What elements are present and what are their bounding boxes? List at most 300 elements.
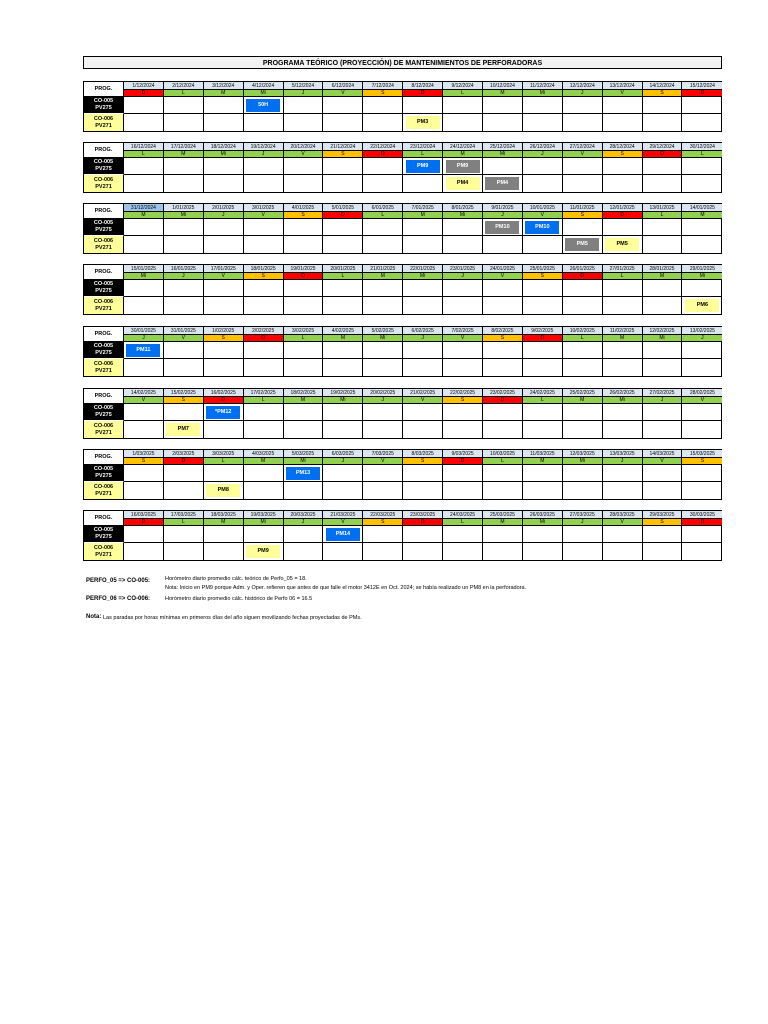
- equipment-model: PV275: [95, 166, 112, 172]
- schedule-cell[interactable]: [603, 482, 643, 499]
- schedule-cells: [124, 482, 722, 499]
- schedule-cell[interactable]: [323, 543, 363, 560]
- schedule-cell[interactable]: [244, 342, 284, 359]
- schedule-cell[interactable]: [523, 359, 563, 376]
- schedule-cell[interactable]: [483, 280, 523, 297]
- schedule-cell[interactable]: [204, 359, 244, 376]
- schedule-cell[interactable]: [284, 526, 324, 543]
- schedule-cell[interactable]: [443, 236, 483, 253]
- schedule-cell[interactable]: [363, 404, 403, 421]
- maintenance-badge[interactable]: PM9: [406, 160, 440, 173]
- schedule-cell[interactable]: [483, 465, 523, 482]
- schedule-cell[interactable]: [204, 482, 244, 499]
- header-columns: [124, 265, 722, 280]
- day-cell: S: [483, 335, 523, 342]
- schedule-cell[interactable]: [643, 114, 683, 131]
- schedule-cell[interactable]: [244, 219, 284, 236]
- schedule-cell[interactable]: [443, 404, 483, 421]
- schedule-cell[interactable]: [164, 158, 204, 175]
- schedule-cell[interactable]: [682, 97, 722, 114]
- maintenance-badge[interactable]: PM10: [485, 221, 519, 234]
- schedule-cell[interactable]: [363, 359, 403, 376]
- schedule-cell[interactable]: [603, 359, 643, 376]
- schedule-cell[interactable]: [284, 114, 324, 131]
- schedule-cell[interactable]: [682, 404, 722, 421]
- schedule-cell[interactable]: [204, 297, 244, 314]
- schedule-cell[interactable]: [323, 482, 363, 499]
- schedule-cell[interactable]: [363, 297, 403, 314]
- schedule-cell[interactable]: [563, 158, 603, 175]
- schedule-cell[interactable]: [443, 342, 483, 359]
- schedule-cell[interactable]: [603, 297, 643, 314]
- schedule-cell[interactable]: [164, 359, 204, 376]
- schedule-cell[interactable]: [204, 421, 244, 438]
- maintenance-badge[interactable]: PM7: [166, 423, 200, 436]
- schedule-cell[interactable]: [483, 158, 523, 175]
- schedule-cell[interactable]: [682, 219, 722, 236]
- schedule-cell[interactable]: [244, 404, 284, 421]
- maintenance-badge[interactable]: PM5: [605, 238, 639, 251]
- schedule-cell[interactable]: [563, 114, 603, 131]
- schedule-cell[interactable]: [124, 297, 164, 314]
- schedule-cell[interactable]: [603, 404, 643, 421]
- schedule-cell[interactable]: [124, 175, 164, 192]
- schedule-cell[interactable]: [124, 342, 164, 359]
- schedule-cell[interactable]: [443, 465, 483, 482]
- date-cell: 2/02/2025: [244, 327, 284, 335]
- schedule-cell[interactable]: [363, 465, 403, 482]
- schedule-cell[interactable]: [403, 114, 443, 131]
- schedule-cell[interactable]: [164, 297, 204, 314]
- schedule-cell[interactable]: [443, 97, 483, 114]
- schedule-cell[interactable]: [284, 482, 324, 499]
- day-row: [124, 90, 722, 97]
- schedule-cell[interactable]: [523, 97, 563, 114]
- schedule-cell[interactable]: [284, 175, 324, 192]
- schedule-cell[interactable]: [323, 421, 363, 438]
- schedule-cell[interactable]: [443, 421, 483, 438]
- date-cell: 8/01/2025: [443, 204, 483, 212]
- schedule-cell[interactable]: [363, 482, 403, 499]
- schedule-cell[interactable]: [323, 359, 363, 376]
- prog-label: PROG.: [84, 327, 124, 342]
- schedule-cell[interactable]: [244, 175, 284, 192]
- schedule-cell[interactable]: [284, 236, 324, 253]
- schedule-cell[interactable]: [124, 114, 164, 131]
- schedule-cell[interactable]: [603, 236, 643, 253]
- schedule-cell[interactable]: [563, 219, 603, 236]
- maintenance-badge[interactable]: PM8: [206, 484, 240, 497]
- schedule-cell[interactable]: [204, 280, 244, 297]
- schedule-cell[interactable]: [323, 297, 363, 314]
- date-row: [124, 511, 722, 519]
- schedule-cell[interactable]: [164, 175, 204, 192]
- schedule-cell[interactable]: [523, 543, 563, 560]
- schedule-cell[interactable]: [603, 543, 643, 560]
- schedule-cell[interactable]: [603, 526, 643, 543]
- schedule-cell[interactable]: [682, 543, 722, 560]
- schedule-cell[interactable]: [523, 421, 563, 438]
- schedule-cell[interactable]: [682, 342, 722, 359]
- schedule-cell[interactable]: [363, 158, 403, 175]
- schedule-cell[interactable]: [443, 158, 483, 175]
- schedule-cell[interactable]: [323, 404, 363, 421]
- schedule-cell[interactable]: [323, 114, 363, 131]
- schedule-cell[interactable]: [483, 175, 523, 192]
- day-cell: S: [523, 273, 563, 280]
- schedule-cell[interactable]: [563, 297, 603, 314]
- schedule-cell[interactable]: [244, 421, 284, 438]
- equipment-model: PV271: [95, 305, 112, 312]
- schedule-cell[interactable]: [563, 97, 603, 114]
- schedule-cell[interactable]: [363, 342, 403, 359]
- schedule-cell[interactable]: [284, 297, 324, 314]
- date-cell: 17/03/2025: [164, 511, 204, 519]
- schedule-cell[interactable]: [124, 219, 164, 236]
- schedule-cell[interactable]: [323, 465, 363, 482]
- schedule-cell[interactable]: [523, 482, 563, 499]
- schedule-cell[interactable]: [643, 280, 683, 297]
- schedule-cell[interactable]: [244, 465, 284, 482]
- date-cell: 7/02/2025: [443, 327, 483, 335]
- equipment-row-co006: [84, 236, 721, 253]
- schedule-cell[interactable]: [523, 526, 563, 543]
- schedule-cell[interactable]: [603, 175, 643, 192]
- schedule-cell[interactable]: [244, 97, 284, 114]
- schedule-cell[interactable]: [603, 280, 643, 297]
- schedule-cell[interactable]: [363, 543, 403, 560]
- schedule-cell[interactable]: [682, 114, 722, 131]
- schedule-cell[interactable]: [403, 158, 443, 175]
- schedule-cell[interactable]: [204, 219, 244, 236]
- schedule-cell[interactable]: [164, 236, 204, 253]
- schedule-cell[interactable]: [643, 421, 683, 438]
- schedule-cell[interactable]: [403, 526, 443, 543]
- schedule-cell[interactable]: [124, 236, 164, 253]
- schedule-cell[interactable]: [323, 342, 363, 359]
- schedule-cell[interactable]: [443, 280, 483, 297]
- maintenance-badge[interactable]: PM14: [326, 528, 360, 541]
- schedule-cell[interactable]: [523, 342, 563, 359]
- schedule-cell[interactable]: [483, 114, 523, 131]
- schedule-cell[interactable]: [244, 543, 284, 560]
- day-cell: D: [124, 519, 164, 526]
- schedule-cell[interactable]: [244, 297, 284, 314]
- schedule-cell[interactable]: [682, 526, 722, 543]
- schedule-cell[interactable]: [363, 97, 403, 114]
- schedule-cell[interactable]: [164, 421, 204, 438]
- schedule-cell[interactable]: [164, 526, 204, 543]
- maintenance-badge[interactable]: PM4: [446, 177, 480, 190]
- schedule-cell[interactable]: [603, 97, 643, 114]
- schedule-cell[interactable]: [403, 482, 443, 499]
- schedule-cell[interactable]: [284, 404, 324, 421]
- schedule-cell[interactable]: [164, 114, 204, 131]
- schedule-cell[interactable]: [563, 175, 603, 192]
- schedule-cell[interactable]: [164, 482, 204, 499]
- schedule-cell[interactable]: [563, 543, 603, 560]
- schedule-cell[interactable]: [164, 342, 204, 359]
- schedule-cell[interactable]: [124, 158, 164, 175]
- schedule-cell[interactable]: [523, 219, 563, 236]
- schedule-cell[interactable]: [284, 158, 324, 175]
- schedule-cell[interactable]: [603, 158, 643, 175]
- day-cell: J: [244, 151, 284, 158]
- schedule-cell[interactable]: [523, 158, 563, 175]
- schedule-cell[interactable]: [682, 421, 722, 438]
- week-header: [84, 327, 721, 342]
- schedule-cell[interactable]: [244, 359, 284, 376]
- schedule-cell[interactable]: [323, 175, 363, 192]
- schedule-cell[interactable]: [363, 421, 403, 438]
- schedule-cell[interactable]: [603, 342, 643, 359]
- schedule-cell[interactable]: [682, 158, 722, 175]
- schedule-cell[interactable]: [483, 482, 523, 499]
- schedule-cell[interactable]: [483, 359, 523, 376]
- schedule-cell[interactable]: [204, 404, 244, 421]
- schedule-cell[interactable]: [682, 280, 722, 297]
- schedule-cell[interactable]: [563, 342, 603, 359]
- schedule-cell[interactable]: [603, 219, 643, 236]
- schedule-cell[interactable]: [284, 219, 324, 236]
- schedule-cell[interactable]: [563, 465, 603, 482]
- schedule-cells: [124, 465, 722, 482]
- schedule-cell[interactable]: [403, 97, 443, 114]
- schedule-cell[interactable]: [403, 175, 443, 192]
- schedule-cell[interactable]: [363, 175, 403, 192]
- schedule-cell[interactable]: [204, 97, 244, 114]
- schedule-cell[interactable]: [483, 297, 523, 314]
- schedule-cell[interactable]: [643, 175, 683, 192]
- schedule-cell[interactable]: [443, 219, 483, 236]
- schedule-cell[interactable]: [403, 359, 443, 376]
- schedule-cell[interactable]: [323, 236, 363, 253]
- date-cell: 7/01/2025: [403, 204, 443, 212]
- date-cell: 13/12/2024: [603, 82, 643, 90]
- schedule-cell[interactable]: [124, 359, 164, 376]
- schedule-cell[interactable]: [124, 280, 164, 297]
- schedule-cell[interactable]: [643, 465, 683, 482]
- schedule-cell[interactable]: [563, 421, 603, 438]
- maintenance-badge[interactable]: PM9: [246, 545, 280, 558]
- schedule-cell[interactable]: [483, 219, 523, 236]
- day-cell: D: [284, 273, 324, 280]
- schedule-cell[interactable]: [682, 297, 722, 314]
- schedule-cell[interactable]: [643, 404, 683, 421]
- schedule-cell[interactable]: [124, 482, 164, 499]
- schedule-cell[interactable]: [124, 97, 164, 114]
- schedule-cell[interactable]: [363, 236, 403, 253]
- schedule-cell[interactable]: [523, 465, 563, 482]
- schedule-cell[interactable]: [363, 219, 403, 236]
- schedule-cell[interactable]: [682, 482, 722, 499]
- day-row: [124, 397, 722, 404]
- schedule-cell[interactable]: [483, 421, 523, 438]
- schedule-cell[interactable]: [643, 526, 683, 543]
- schedule-cell[interactable]: [523, 404, 563, 421]
- schedule-cell[interactable]: [323, 219, 363, 236]
- maintenance-badge[interactable]: PM6: [685, 299, 719, 312]
- schedule-cell[interactable]: [682, 359, 722, 376]
- schedule-cell[interactable]: [204, 158, 244, 175]
- schedule-cell[interactable]: [403, 543, 443, 560]
- schedule-cell[interactable]: [403, 421, 443, 438]
- prog-label: PROG.: [84, 389, 124, 404]
- schedule-cell[interactable]: [643, 236, 683, 253]
- schedule-cell[interactable]: [443, 482, 483, 499]
- schedule-cell[interactable]: [284, 97, 324, 114]
- schedule-cell[interactable]: [204, 175, 244, 192]
- maintenance-badge[interactable]: PM9: [446, 160, 480, 173]
- schedule-cell[interactable]: [443, 114, 483, 131]
- schedule-cell[interactable]: [563, 359, 603, 376]
- schedule-cell[interactable]: [643, 97, 683, 114]
- schedule-cell[interactable]: [403, 342, 443, 359]
- schedule-cell[interactable]: [563, 280, 603, 297]
- equipment-code: CO-006: [93, 360, 114, 367]
- schedule-cell[interactable]: [323, 97, 363, 114]
- schedule-cell[interactable]: [483, 97, 523, 114]
- schedule-cell[interactable]: [682, 175, 722, 192]
- schedule-cell[interactable]: [603, 421, 643, 438]
- week-block: [83, 510, 722, 561]
- schedule-cell[interactable]: [682, 236, 722, 253]
- schedule-cell[interactable]: [284, 543, 324, 560]
- schedule-cell[interactable]: [363, 526, 403, 543]
- schedule-cell[interactable]: [483, 404, 523, 421]
- schedule-cell[interactable]: [204, 543, 244, 560]
- schedule-cell[interactable]: [204, 526, 244, 543]
- schedule-cell[interactable]: [284, 421, 324, 438]
- schedule-cell[interactable]: [124, 421, 164, 438]
- date-row: [124, 265, 722, 273]
- schedule-cell[interactable]: [204, 114, 244, 131]
- date-cell: 22/02/2025: [443, 389, 483, 397]
- schedule-cell[interactable]: [244, 526, 284, 543]
- schedule-cell[interactable]: [603, 114, 643, 131]
- schedule-cell[interactable]: [244, 158, 284, 175]
- schedule-cell[interactable]: [204, 342, 244, 359]
- schedule-cell[interactable]: [284, 359, 324, 376]
- schedule-cell[interactable]: [164, 97, 204, 114]
- schedule-cell[interactable]: [643, 359, 683, 376]
- schedule-cell[interactable]: [523, 175, 563, 192]
- week-block: [83, 449, 722, 500]
- schedule-cell[interactable]: [523, 114, 563, 131]
- schedule-cell[interactable]: [244, 280, 284, 297]
- day-cell: V: [204, 273, 244, 280]
- schedule-cell[interactable]: [483, 526, 523, 543]
- schedule-cell[interactable]: [483, 342, 523, 359]
- schedule-cell[interactable]: [204, 236, 244, 253]
- schedule-cell[interactable]: [124, 543, 164, 560]
- schedule-cell[interactable]: [284, 342, 324, 359]
- schedule-cell[interactable]: [403, 404, 443, 421]
- schedule-cell[interactable]: [523, 297, 563, 314]
- schedule-cell[interactable]: [603, 465, 643, 482]
- schedule-cell[interactable]: [643, 543, 683, 560]
- header-columns: [124, 204, 722, 219]
- schedule-cell[interactable]: [284, 465, 324, 482]
- schedule-cell[interactable]: [643, 158, 683, 175]
- schedule-cell[interactable]: [443, 297, 483, 314]
- maintenance-badge[interactable]: PM5: [565, 238, 599, 251]
- schedule-cell[interactable]: [443, 175, 483, 192]
- date-cell: 24/03/2025: [443, 511, 483, 519]
- day-cell: S: [682, 458, 722, 465]
- schedule-cells: [124, 219, 722, 236]
- schedule-cell[interactable]: [164, 404, 204, 421]
- maintenance-badge[interactable]: *PM12: [206, 406, 240, 419]
- schedule-cell[interactable]: [682, 465, 722, 482]
- maintenance-badge[interactable]: PM11: [126, 344, 160, 357]
- schedule-cell[interactable]: [563, 404, 603, 421]
- maintenance-badge[interactable]: 50H: [246, 99, 280, 112]
- schedule-cell[interactable]: [244, 236, 284, 253]
- schedule-cells: [124, 359, 722, 376]
- schedule-cell[interactable]: [563, 236, 603, 253]
- schedule-cell[interactable]: [403, 219, 443, 236]
- schedule-cell[interactable]: [443, 543, 483, 560]
- date-cell: 26/02/2025: [603, 389, 643, 397]
- schedule-cell[interactable]: [124, 404, 164, 421]
- schedule-cell[interactable]: [523, 280, 563, 297]
- schedule-cell[interactable]: [403, 465, 443, 482]
- schedule-cell[interactable]: [363, 114, 403, 131]
- schedule-cell[interactable]: [323, 526, 363, 543]
- schedule-cell[interactable]: [483, 236, 523, 253]
- equipment-model: PV271: [95, 122, 112, 129]
- maintenance-badge[interactable]: PM13: [286, 467, 320, 480]
- schedule-cell[interactable]: [164, 219, 204, 236]
- schedule-cell[interactable]: [284, 280, 324, 297]
- schedule-cell[interactable]: [244, 114, 284, 131]
- schedule-cell[interactable]: [244, 482, 284, 499]
- schedule-cell[interactable]: [643, 342, 683, 359]
- maintenance-badge[interactable]: PM3: [406, 116, 440, 129]
- week-block: [83, 326, 722, 377]
- schedule-cell[interactable]: [323, 280, 363, 297]
- day-row: [124, 519, 722, 526]
- schedule-cell[interactable]: [643, 297, 683, 314]
- schedule-cell[interactable]: [363, 280, 403, 297]
- schedule-cell[interactable]: [164, 280, 204, 297]
- schedule-cell[interactable]: [443, 359, 483, 376]
- schedule-cell[interactable]: [124, 465, 164, 482]
- day-cell: L: [643, 212, 683, 219]
- schedule-cell[interactable]: [164, 465, 204, 482]
- schedule-cell[interactable]: [523, 236, 563, 253]
- schedule-cell[interactable]: [204, 465, 244, 482]
- day-cell: Mi: [682, 273, 722, 280]
- maintenance-badge[interactable]: PM10: [525, 221, 559, 234]
- schedule-cell[interactable]: [124, 526, 164, 543]
- date-cell: 1/01/2025: [164, 204, 204, 212]
- schedule-cell[interactable]: [643, 219, 683, 236]
- schedule-cell[interactable]: [403, 236, 443, 253]
- maintenance-badge[interactable]: PM4: [485, 177, 519, 190]
- date-cell: 7/03/2025: [363, 450, 403, 458]
- schedule-cell[interactable]: [164, 543, 204, 560]
- schedule-cell[interactable]: [323, 158, 363, 175]
- schedule-cell[interactable]: [403, 280, 443, 297]
- schedule-cell[interactable]: [443, 526, 483, 543]
- schedule-cell[interactable]: [643, 482, 683, 499]
- schedule-cell[interactable]: [563, 526, 603, 543]
- schedule-cell[interactable]: [483, 543, 523, 560]
- schedule-cell[interactable]: [403, 297, 443, 314]
- schedule-cell[interactable]: [563, 482, 603, 499]
